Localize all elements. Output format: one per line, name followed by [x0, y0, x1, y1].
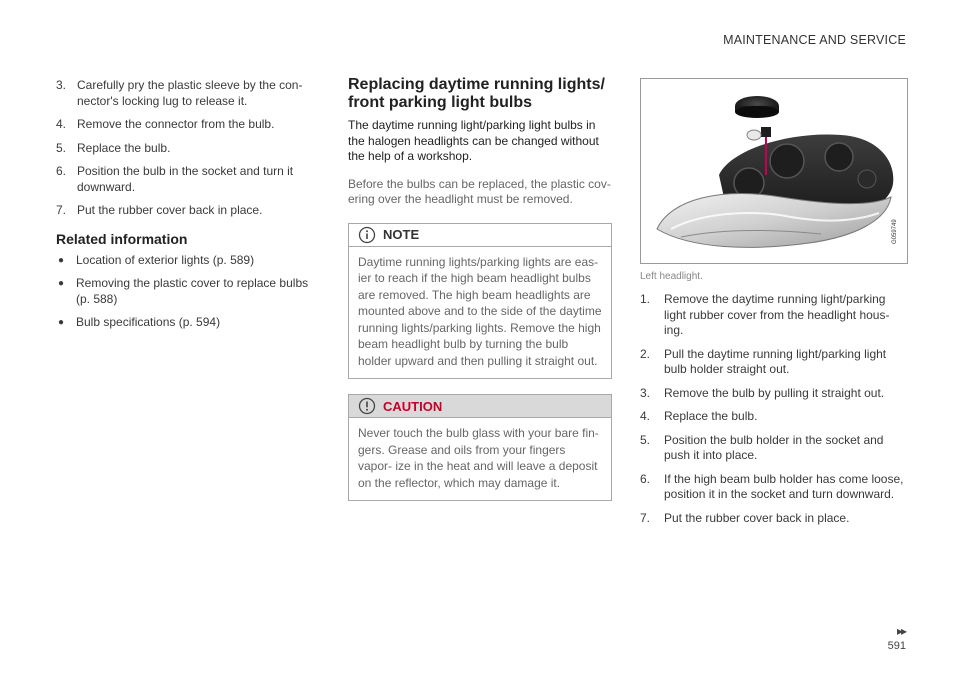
- list-item: 7. Put the rubber cover back in place.: [640, 510, 850, 525]
- info-circle-icon: [358, 226, 376, 244]
- related-link[interactable]: ● Bulb specifications (p. 594): [58, 315, 221, 329]
- note-text: Daytime running lights/parking lights are eas- ier to reach if the high beam headlight bulbs are removed. The high beam headlights are mounted above and to the side of the daytime running lights/parking lights. Remove the high beam headlight bulb by turning the bulb holder upward and then pulling it straight out.: [358, 254, 602, 368]
- list-item: 1. Remove the daytime running light/parking light rubber cover from the headlight hous- ing.: [640, 292, 890, 337]
- note-title: NOTE: [383, 227, 420, 242]
- column-left: [56, 78, 314, 339]
- next-page-icon[interactable]: ▸▸: [896, 624, 905, 638]
- bullet-icon: ●: [58, 278, 65, 289]
- caution-box: [348, 394, 612, 501]
- continued-steps-list: [56, 78, 314, 219]
- list-item: 5. Replace the bulb.: [56, 140, 171, 155]
- image-code: G059749: [892, 219, 898, 244]
- list-item: 3. Remove the bulb by pulling it straight out.: [640, 385, 885, 400]
- headlight-drawing: [641, 79, 907, 263]
- note-box: [348, 223, 612, 380]
- related-link[interactable]: ● Location of exterior lights (p. 589): [58, 252, 255, 267]
- related-link[interactable]: ● Removing the plastic cover to replace bulbs (p. 588): [58, 276, 309, 306]
- warning-circle-icon: [358, 397, 376, 415]
- caution-title: CAUTION: [383, 398, 443, 414]
- note-header: [349, 224, 611, 247]
- caution-header: [349, 395, 611, 418]
- related-links-list: [56, 253, 314, 331]
- procedure-steps-list: [640, 292, 908, 526]
- column-right: [640, 78, 908, 534]
- list-item: 4. Remove the connector from the bulb.: [56, 117, 275, 131]
- page-header: MAINTENANCE AND SERVICE: [723, 33, 906, 47]
- page-number: 591: [887, 640, 906, 652]
- related-information-heading: Related information: [56, 230, 188, 247]
- headlight-illustration: [640, 78, 908, 264]
- list-item: 6. If the high beam bulb holder has come loose, position it in the socket and turn downward.: [640, 471, 904, 501]
- bullet-icon: ●: [58, 317, 65, 328]
- list-item: 4. Replace the bulb.: [640, 409, 758, 423]
- column-middle: [348, 76, 612, 516]
- list-item: 6. Position the bulb in the socket and turn it downward.: [56, 164, 294, 194]
- intro-paragraph: The daytime running light/parking light bulbs in the halogen headlights can be changed without the help of a workshop.: [348, 118, 599, 163]
- list-item: 7. Put the rubber cover back in place.: [56, 203, 263, 217]
- caution-text: Never touch the bulb glass with your bare fin- gers. Grease and oils from your fingers vapor- ize in the heat and will leave a deposit on the reflector, which may damage it.: [358, 426, 599, 490]
- body-paragraph: Before the bulbs can be replaced, the plastic cov- ering over the headlight must be removed.: [348, 176, 611, 206]
- section-heading: Replacing daytime running lights/ front parking light bulbs: [348, 76, 605, 111]
- bullet-icon: ●: [58, 254, 65, 266]
- list-item: 3. Carefully pry the plastic sleeve by the con- nector's locking lug to release it.: [56, 78, 303, 108]
- list-item: 2. Pull the daytime running light/parking light bulb holder straight out.: [640, 346, 887, 376]
- list-item: 5. Position the bulb holder in the socket and push it into place.: [640, 432, 884, 462]
- figure-caption: Left headlight.: [640, 271, 703, 282]
